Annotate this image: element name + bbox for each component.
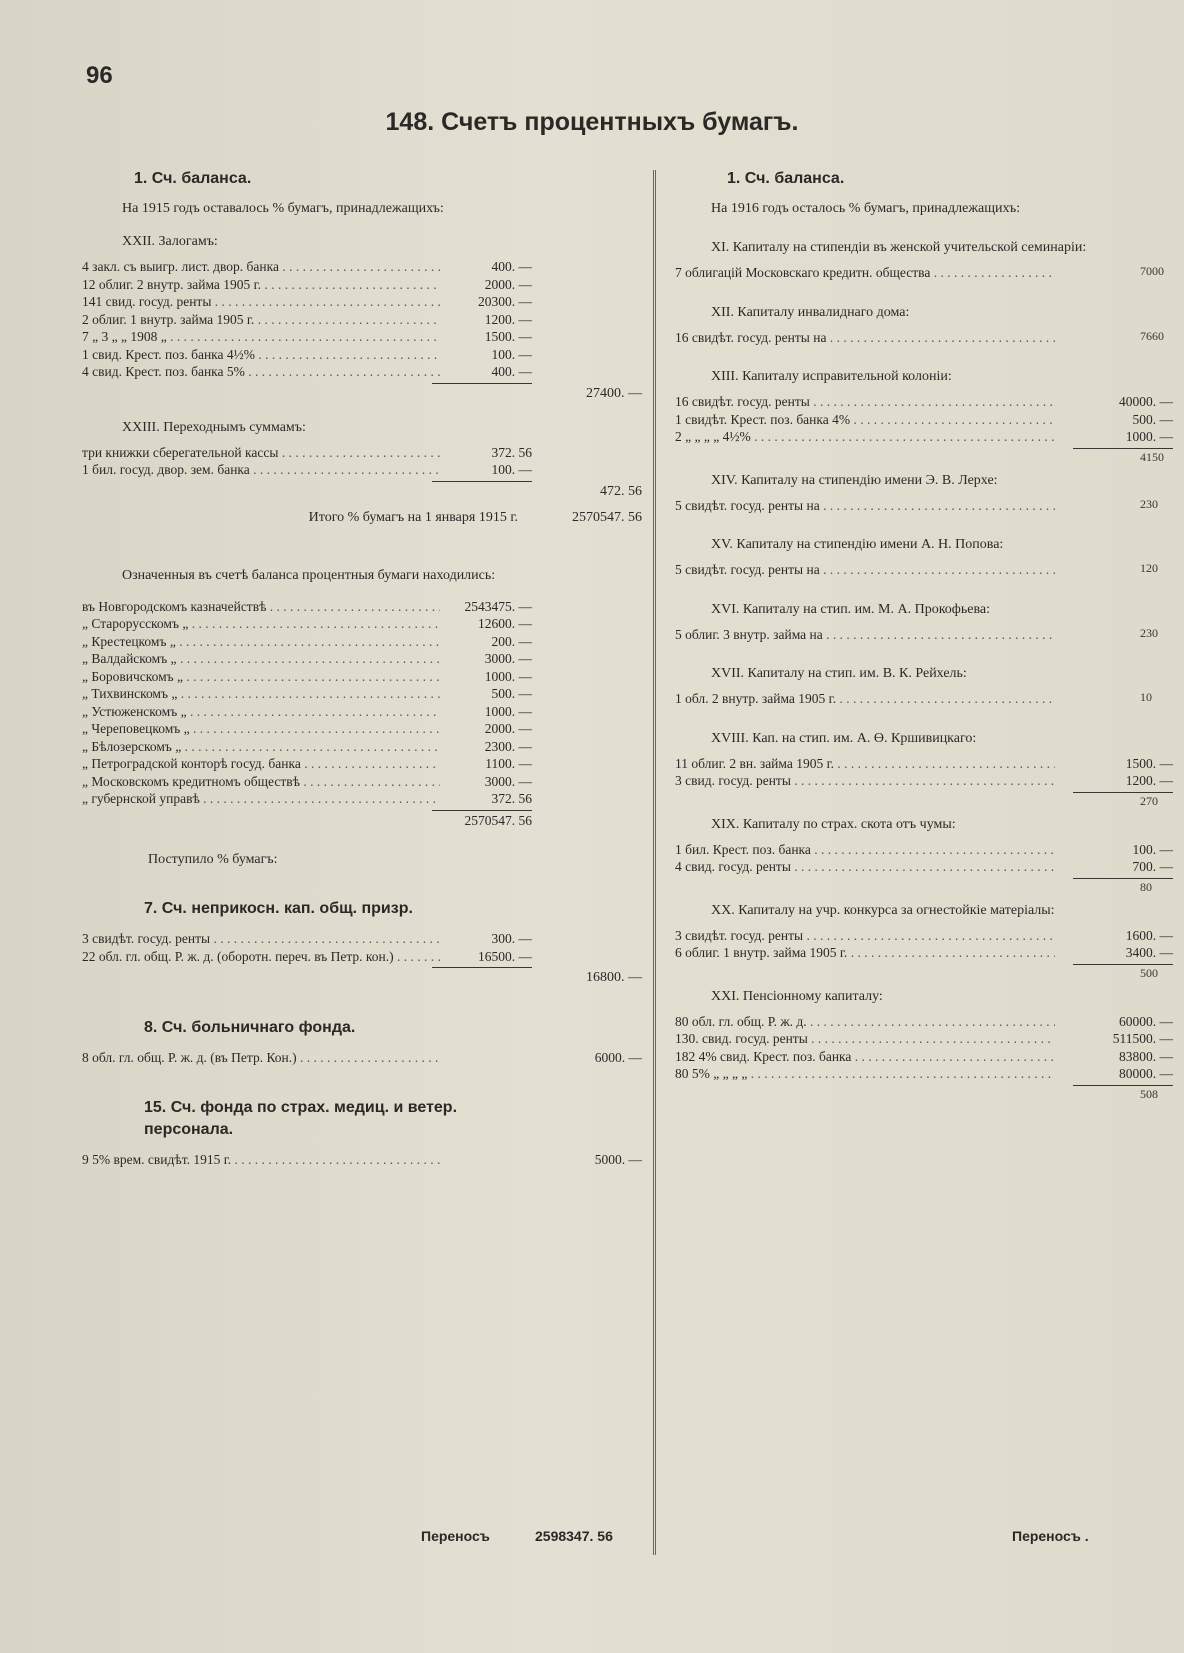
row-label: 3 свидѣт. госуд. ренты . . .: [82, 930, 440, 948]
ledger-row: [82, 668, 642, 686]
row-label: 5 свидѣт. госуд. ренты на . . .: [675, 497, 1055, 515]
margin-figure: 7660: [1140, 328, 1164, 343]
row-label: „ Тихвинскомъ „ . . .: [82, 685, 440, 703]
row-amount: 372. 56: [491, 444, 532, 460]
row-amount: 700. —: [1132, 859, 1173, 874]
ledger-row: [82, 685, 642, 703]
ledger-row: [82, 615, 642, 633]
balance-heading: 1. Сч. баланса.: [134, 170, 252, 187]
section-rows: [82, 930, 642, 965]
section-rows: [675, 1013, 1173, 1083]
ledger-row: [675, 841, 1173, 859]
ledger-row: [675, 927, 1173, 945]
intro-text: На 1915 годъ оставалось % бумагъ, принадлежащихъ:: [122, 201, 444, 216]
row-label: въ Новгородскомъ казначействѣ . . .: [82, 598, 440, 616]
locations-total-row: [82, 812, 642, 830]
row-amount: 400. —: [491, 259, 532, 274]
section-heading: 8. Сч. больничнаго фонда.: [144, 1019, 356, 1036]
row-label: 80 5% „ „ „ „ . . .: [675, 1065, 1055, 1083]
section-heading: 15. Сч. фонда по страх. медиц. и ветер. персонала.: [144, 1098, 458, 1138]
section-heading: XVII. Капиталу на стип. им. В. К. Рейхель:: [711, 666, 967, 681]
row-amount: 12600. —: [478, 616, 532, 631]
ledger-row: [675, 393, 1173, 411]
ledger-row: [675, 329, 1173, 347]
section-rows: [82, 258, 642, 381]
row-label: 5 свидѣт. госуд. ренты на . . .: [675, 561, 1055, 579]
section-rows: [675, 561, 1173, 579]
ledger-row: [82, 346, 642, 364]
ledger-row: [82, 703, 642, 721]
sum-rule: [675, 446, 1173, 450]
row-label: 182 4% свид. Крест. поз. банка . . .: [675, 1048, 1055, 1066]
row-amount: 2000. —: [484, 276, 532, 292]
ledger-row: [82, 948, 642, 966]
ledger-row: [675, 411, 1173, 429]
grand-total-value: 2570547. 56: [572, 509, 642, 525]
row-amount: 1000. —: [1125, 429, 1173, 444]
section-heading: XIX. Капиталу по страх. скота отъ чумы:: [711, 816, 956, 832]
section-rows: [675, 329, 1173, 347]
section-heading: XII. Капиталу инвалиднаго дома:: [711, 304, 910, 320]
ledger-row: [675, 755, 1173, 773]
ledger-row: [82, 1151, 642, 1169]
right-column: [675, 160, 1173, 1087]
section-rows: [82, 1049, 642, 1067]
row-amount: 1100. —: [485, 756, 532, 771]
row-label: „ губернской управѣ . . .: [82, 790, 440, 808]
section-total: 16800. —: [586, 970, 642, 985]
row-amount: 1000. —: [484, 703, 532, 719]
row-label: 1 бил. госуд. двор. зем. банка . . .: [82, 461, 440, 479]
row-label: 6 облиг. 1 внутр. займа 1905 г. . . .: [675, 944, 1055, 962]
section-heading: XXIII. Переходнымъ суммамъ:: [122, 419, 306, 435]
row-label: „ Боровичскомъ „ . . .: [82, 668, 440, 686]
row-label: „ Московскомъ кредитномъ обществѣ . . .: [82, 773, 440, 791]
ledger-row: [82, 790, 642, 808]
row-label: три книжки сберегательной кассы . . .: [82, 444, 440, 462]
row-label: 22 обл. гл. общ. Р. ж. д. (оборотн. переч. въ Петр. кон.) . . .: [82, 948, 440, 966]
ledger-row: [82, 755, 642, 773]
row-amount: 2300. —: [484, 738, 532, 754]
row-label: 1 обл. 2 внутр. займа 1905 г. . . .: [675, 690, 1055, 708]
row-label: 12 облиг. 2 внутр. займа 1905 г. . . .: [82, 276, 440, 294]
margin-figure: 508: [1140, 1087, 1158, 1101]
row-label: 3 свидѣт. госуд. ренты . . .: [675, 927, 1055, 945]
section-rows: [82, 444, 642, 479]
row-amount: 2543475. —: [464, 598, 532, 614]
row-amount: 16500. —: [478, 948, 532, 964]
section-rows: [675, 626, 1173, 644]
ledger-row: [82, 1049, 642, 1067]
margin-figure: 230: [1140, 625, 1158, 640]
row-amount: 300. —: [491, 931, 532, 946]
row-amount: 1000. —: [484, 668, 532, 684]
row-label: 8 обл. гл. общ. Р. ж. д. (въ Петр. Кон.) . . .: [82, 1049, 440, 1067]
section-rows: [675, 927, 1173, 962]
ledger-row: [82, 738, 642, 756]
row-amount: 83800. —: [1119, 1048, 1173, 1064]
section-heading: XV. Капиталу на стипендію имени А. Н. Попова:: [711, 537, 1004, 552]
ledger-row: [82, 773, 642, 791]
row-amount: 1200. —: [1125, 773, 1173, 788]
row-amount: 100. —: [491, 462, 532, 477]
row-amount: 100. —: [1132, 841, 1173, 857]
row-label: 2 „ „ „ „ 4½% . . .: [675, 428, 1055, 446]
locations-intro: Означенныя въ счетѣ баланса процентныя бумаги находились:: [122, 567, 496, 583]
ledger-row: [82, 363, 642, 381]
row-label: 4 закл. съ выигр. лист. двор. банка . . .: [82, 258, 440, 276]
ledger-row: [82, 650, 642, 668]
margin-figure: 7000: [1140, 264, 1164, 278]
section-heading: XIV. Капиталу на стипендію имени Э. В. Лерхе:: [711, 472, 998, 488]
ledger-row: [675, 772, 1173, 790]
row-amount: 60000. —: [1119, 1013, 1173, 1029]
row-label: 1 свидѣт. Крест. поз. банка 4% . . .: [675, 411, 1055, 429]
ledger-row: [675, 1065, 1173, 1083]
margin-figure: 80: [1140, 880, 1152, 894]
ledger-row: [82, 328, 642, 346]
margin-figure: 4150: [1140, 450, 1164, 464]
margin-figure: 10: [1140, 690, 1152, 704]
ledger-row: [675, 428, 1173, 446]
ledger-row: [675, 690, 1173, 708]
section-rows: [675, 690, 1173, 708]
ledger-row: [675, 1048, 1173, 1066]
row-label: 7 облигацій Московскаго кредитн. общества . . .: [675, 264, 1055, 282]
ledger-row: [82, 276, 642, 294]
ledger-row: [82, 258, 642, 276]
ledger-row: [82, 633, 642, 651]
row-label: „ Череповецкомъ „ . . .: [82, 720, 440, 738]
margin-figure: 230: [1140, 496, 1158, 511]
ledger-row: [675, 626, 1173, 644]
row-amount: 3000. —: [484, 651, 532, 666]
row-amount: 1200. —: [484, 311, 532, 327]
locations-total: 2570547. 56: [464, 812, 532, 828]
section-rows: [675, 393, 1173, 446]
page-title: 148. Счетъ процентныхъ бумагъ.: [385, 108, 799, 136]
ledger-row: [675, 944, 1173, 962]
ledger-row: [675, 264, 1173, 282]
section-total: 472. 56: [600, 483, 642, 499]
left-column: [82, 160, 642, 1168]
row-label: 1 свид. Крест. поз. банка 4½% . . .: [82, 346, 440, 364]
row-label: 11 облиг. 2 вн. займа 1905 г. . . .: [675, 755, 1055, 773]
row-label: 80 обл. гл. общ. Р. ж. д. . . .: [675, 1013, 1055, 1031]
ledger-row: [675, 1013, 1173, 1031]
ledger-row: [82, 720, 642, 738]
row-label: 5 облиг. 3 внутр. займа на . . .: [675, 626, 1055, 644]
row-amount: 200. —: [491, 633, 532, 649]
right-sections: [675, 239, 1173, 1087]
section-heading: 7. Сч. неприкосн. кап. общ. призр.: [144, 900, 413, 917]
row-label: 130. свид. госуд. ренты . . .: [675, 1030, 1055, 1048]
ledger-row: [82, 311, 642, 329]
sum-rule: [675, 962, 1173, 966]
row-label: 1 бил. Крест. поз. банка . . .: [675, 841, 1055, 859]
margin-figure: 120: [1140, 561, 1158, 575]
row-label: 4 свид. госуд. ренты . . .: [675, 858, 1055, 876]
row-label: „ Крестецкомъ „ . . .: [82, 633, 440, 651]
carry-label: Переносъ: [421, 1528, 490, 1544]
page-number: 96: [86, 62, 113, 89]
section-total: 27400. —: [586, 385, 642, 401]
row-label: 4 свид. Крест. поз. банка 5% . . .: [82, 363, 440, 381]
row-label: „ Петроградской конторѣ госуд. банка . . .: [82, 755, 440, 773]
row-amount: 1500. —: [1125, 755, 1173, 771]
row-label: 16 свидѣт. госуд. ренты . . .: [675, 393, 1055, 411]
ledger-row: [675, 1030, 1173, 1048]
section-heading: XVIII. Кап. на стип. им. А. Ө. Кршивицкаго:: [711, 730, 977, 746]
row-amount: 1500. —: [484, 329, 532, 344]
row-label: 141 свид. госуд. ренты . . .: [82, 293, 440, 311]
sum-rule: [675, 790, 1173, 794]
margin-figure: 270: [1140, 794, 1158, 808]
received-text: Поступило % бумагъ:: [148, 852, 278, 867]
column-divider: [653, 170, 656, 1555]
row-amount: 20300. —: [478, 294, 532, 309]
row-label: 3 свид. госуд. ренты . . .: [675, 772, 1055, 790]
row-label: 2 облиг. 1 внутр. займа 1905 г. . . .: [82, 311, 440, 329]
section-heading: XXI. Пенсіонному капиталу:: [711, 988, 883, 1004]
section-heading: XX. Капиталу на учр. конкурса за огнестойкіе матеріалы:: [711, 902, 1055, 918]
ledger-row: [82, 598, 642, 616]
row-amount: 3400. —: [1125, 945, 1173, 960]
ledger-row: [675, 561, 1173, 579]
ledger-row: [82, 293, 642, 311]
row-amount: 511500. —: [1112, 1031, 1173, 1046]
row-label: „ Старорусскомъ „ . . .: [82, 615, 440, 633]
section-heading: XIII. Капиталу исправительной колоніи:: [711, 369, 952, 384]
row-label: 16 свидѣт. госуд. ренты на . . .: [675, 329, 1055, 347]
row-amount: 2000. —: [484, 721, 532, 736]
carry-total: 2598347. 56: [535, 1528, 613, 1544]
row-amount: 372. 56: [491, 791, 532, 806]
section-rows: [82, 1151, 642, 1169]
row-label: „ Устюженскомъ „ . . .: [82, 703, 440, 721]
section-heading: XXII. Залогамъ:: [122, 234, 218, 249]
section-heading: XVI. Капиталу на стип. им. М. А. Прокофьева:: [711, 601, 990, 617]
row-total: 6000. —: [594, 1050, 642, 1065]
balance-heading: 1. Сч. баланса.: [727, 170, 845, 187]
sum-rule: [675, 876, 1173, 880]
ledger-row: [675, 497, 1173, 515]
section-rows: [675, 755, 1173, 790]
row-amount: 3000. —: [484, 773, 532, 789]
grand-total-label: Итого % бумагъ на 1 января 1915 г.: [308, 509, 518, 525]
row-amount: 40000. —: [1119, 394, 1173, 409]
carry-label: Переносъ .: [1012, 1528, 1089, 1544]
row-label: 7 „ 3 „ „ 1908 „ . . .: [82, 328, 440, 346]
row-amount: 1600. —: [1125, 927, 1173, 943]
section-rows: [675, 841, 1173, 876]
row-label: „ Бѣлозерскомъ „ . . .: [82, 738, 440, 756]
section-rows: [675, 264, 1173, 282]
section-heading: XI. Капиталу на стипендіи въ женской учительской семинаріи:: [711, 240, 1087, 255]
row-amount: 80000. —: [1119, 1066, 1173, 1081]
ledger-row: [82, 930, 642, 948]
row-amount: 500. —: [491, 686, 532, 701]
ledger-row: [82, 461, 642, 479]
intro-text: На 1916 годъ осталось % бумагъ, принадлежащихъ:: [711, 201, 1021, 216]
locations-rows: [82, 598, 642, 808]
row-label: „ Валдайскомъ „ . . .: [82, 650, 440, 668]
section-rows: [675, 497, 1173, 515]
margin-figure: 500: [1140, 966, 1158, 980]
ledger-row: [675, 858, 1173, 876]
row-amount: 400. —: [491, 364, 532, 379]
grand-total-row: [82, 509, 642, 527]
row-label: 9 5% врем. свидѣт. 1915 г. . . .: [82, 1151, 440, 1169]
row-total: 5000. —: [594, 1151, 642, 1167]
row-amount: 100. —: [491, 346, 532, 362]
sum-rule: [675, 1083, 1173, 1087]
row-amount: 500. —: [1132, 411, 1173, 427]
ledger-row: [82, 444, 642, 462]
